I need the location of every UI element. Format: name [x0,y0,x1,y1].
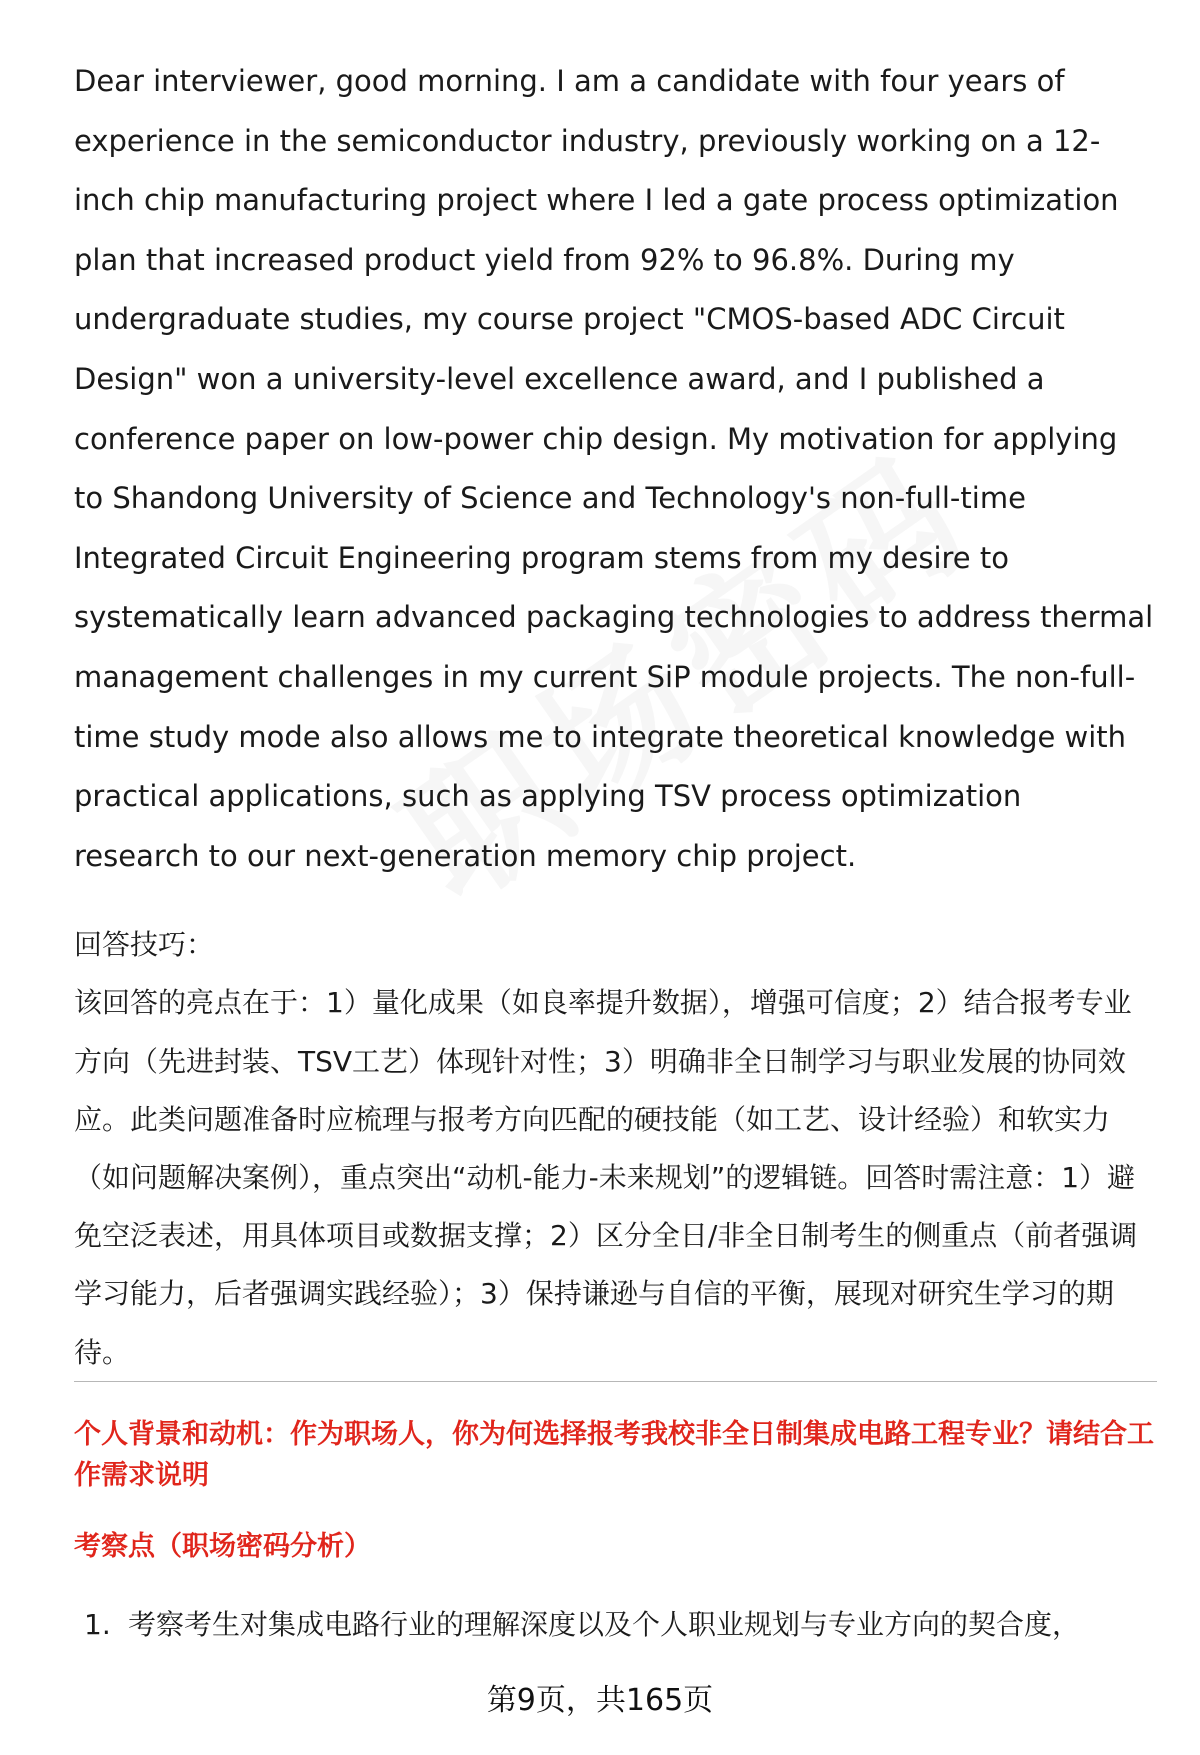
tips-heading: 回答技巧： [74,928,215,962]
section-divider [74,1381,1157,1382]
answer-section [74,52,1154,1382]
question-heading: 个人背景和动机：作为职场人，你为何选择报考我校非全日制集成电路工程专业？请结合工作需求说明 [74,1419,1154,1491]
list-item [84,1604,1154,1646]
point-list [84,1604,1154,1646]
list-item-text: 考察考生对集成电路行业的理解深度以及个人职业规划与专业方向的契合度， [128,1608,1081,1641]
section-title: 考察点（职场密码分析） [74,1531,371,1562]
list-item-number: 1. [84,1608,111,1641]
page-footer: 第9页，共165页 [486,1683,714,1718]
tips-body: 该回答的亮点在于：1）量化成果（如良率提升数据），增强可信度；2）结合报考专业方向（先进封装、TSV工艺）体现针对性；3）明确非全日制学习与职业发展的协同效应。此类问题准备时应梳理与报考方向匹配的硬技能（如工艺、设计经验）和软实力（如问题解决案例），重点突出“动机-能力-未来规划”的逻辑链。回答时需注意：1）避免空泛表述，用具体项目或数据支撑；2）区分全日/非全日制考生的侧重点（前者强调学习能力，后者强调实践经验）；3）保持谦逊与自信的平衡，展现对研究生学习的期待。 [74,986,1138,1369]
answer-english-text: Dear interviewer, good morning. I am a candidate with four years of experience in the semiconductor industry, previously working on a 12-inch chip manufacturing project where I led a gate process optimization plan that increased product yield from 92% to 96.8%. During my undergraduate studies, my course project "CMOS-based ADC Circuit Design" won a university-level excellence award, and I published a conference paper on low-power chip design. My motivation for applying to Shandong University of Science and Technology's non-full-time Integrated Circuit Engineering program stems from my desire to systematically learn advanced packaging technologies to address thermal management challenges in my current SiP module projects. The non-full-time study mode also allows me to integrate theoretical knowledge with practical applications, such as applying TSV process optimization research to our next-generation memory chip project. [74,64,1154,873]
